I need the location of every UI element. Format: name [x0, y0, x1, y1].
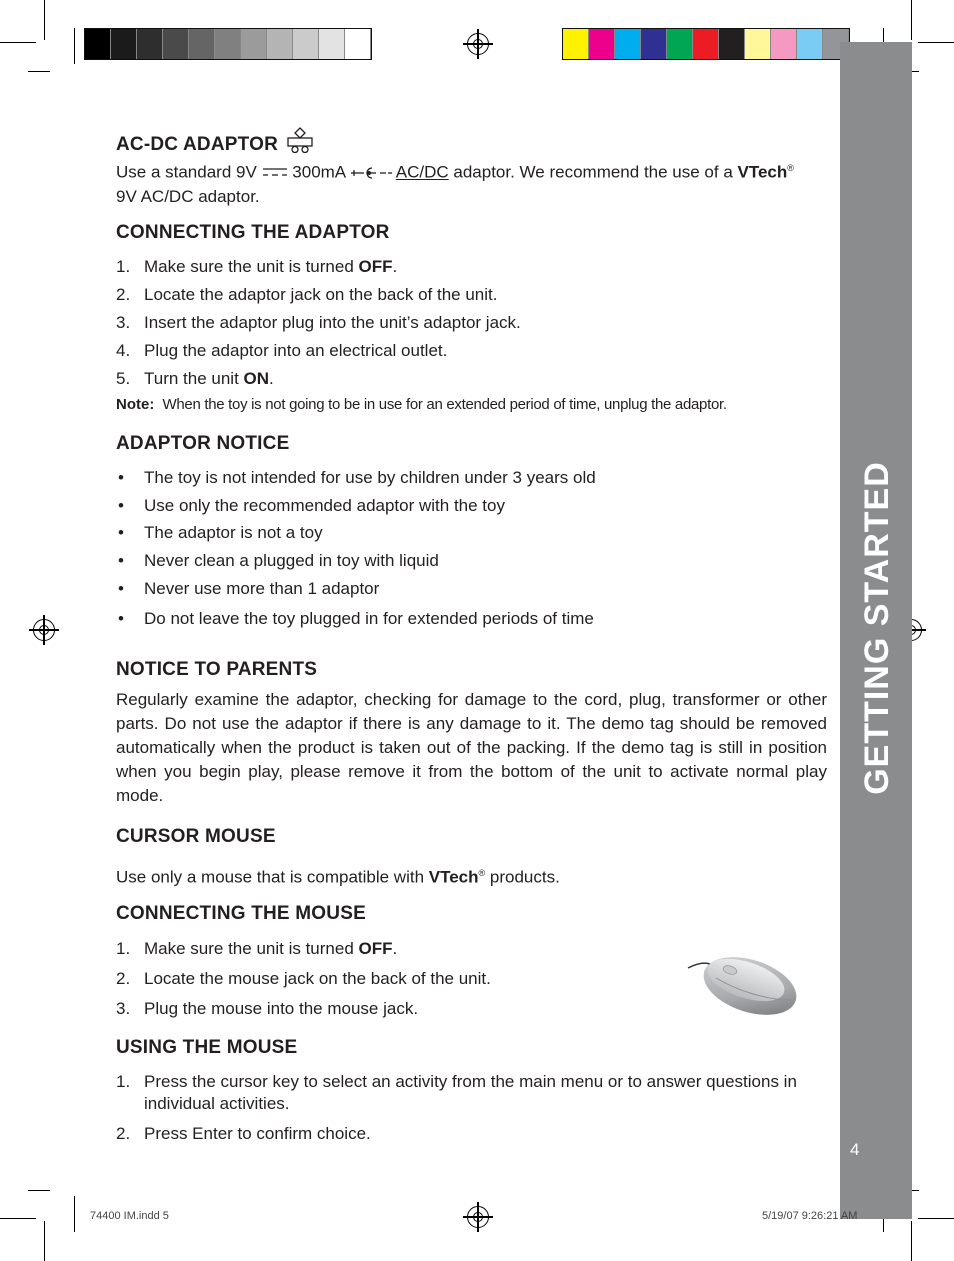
- registration-mark-icon: [467, 33, 489, 55]
- color-swatch: [163, 29, 189, 59]
- bullet-text: Use only the recommended adaptor with the toy: [144, 496, 505, 515]
- page-number: 4: [850, 1140, 860, 1159]
- color-swatch: [111, 29, 137, 59]
- list-number: 2.: [116, 1124, 131, 1143]
- bullet-icon: •: [118, 468, 124, 487]
- adaptor-notice-heading: ADAPTOR NOTICE: [116, 433, 290, 454]
- list-number: 5.: [116, 369, 131, 388]
- color-swatch: [345, 29, 371, 59]
- color-swatch: [745, 29, 771, 59]
- grayscale-bar: [84, 28, 372, 60]
- notice-parents-text: Regularly examine the adaptor, checking for damage to the cord, plug, transformer or other parts. Do not use the adaptor if there is any damage to it. The demo tag should be removed automatically when the product is taken out of the packing. If the demo tag is still in position when you begin play, please remove it from the bottom of the unit to activate normal play mode.: [116, 690, 827, 805]
- color-swatch: [797, 29, 823, 59]
- registered-mark: ®: [478, 868, 486, 878]
- list-text: Make sure the unit is turned OFF.: [144, 939, 398, 958]
- crop-mark: [911, 1221, 912, 1261]
- bullet-text: Do not leave the toy plugged in for extended periods of time: [144, 609, 594, 628]
- color-swatch: [189, 29, 215, 59]
- using-mouse-heading: USING THE MOUSE: [116, 1037, 298, 1058]
- color-swatch: [137, 29, 163, 59]
- brand-name: VTech: [737, 162, 788, 182]
- connecting-mouse-heading: CONNECTING THE MOUSE: [116, 903, 366, 924]
- bullet-text: Never use more than 1 adaptor: [144, 579, 380, 598]
- connecting-adaptor-heading: CONNECTING THE ADAPTOR: [116, 222, 390, 243]
- color-swatch: [641, 29, 667, 59]
- list-text: Locate the mouse jack on the back of the unit.: [144, 969, 491, 988]
- list-text: Make sure the unit is turned OFF.: [144, 257, 398, 276]
- list-number: 3.: [116, 999, 131, 1018]
- note: [116, 396, 727, 413]
- crop-mark: [44, 0, 45, 40]
- transformer-icon: [285, 127, 315, 153]
- list-number: 2.: [116, 285, 131, 304]
- color-swatch: [293, 29, 319, 59]
- ac-dc-underlined: AC/DC: [395, 162, 449, 182]
- list-text: Plug the mouse into the mouse jack.: [144, 999, 419, 1018]
- registered-mark: ®: [787, 163, 794, 173]
- bullet-text: Never clean a plugged in toy with liquid: [144, 551, 439, 570]
- list-text: Turn the unit ON.: [144, 369, 274, 388]
- list-text: Plug the adaptor into an electrical outlet.: [144, 341, 448, 360]
- color-swatch: [319, 29, 345, 59]
- list-number: 1.: [116, 939, 131, 958]
- list-text: Locate the adaptor jack on the back of the unit.: [144, 285, 498, 304]
- list-number: 4.: [116, 341, 131, 360]
- crop-mark: [918, 42, 954, 43]
- bullet-text: The toy is not intended for use by children under 3 years old: [144, 468, 596, 487]
- color-swatch: [667, 29, 693, 59]
- list-text: Press Enter to confirm choice.: [144, 1124, 371, 1143]
- color-bar: [562, 28, 850, 60]
- list-number: 2.: [116, 969, 131, 988]
- bullet-text: The adaptor is not a toy: [144, 523, 323, 542]
- cursor-mouse-text: Use only a mouse that is compatible with VTech® products.: [116, 867, 560, 887]
- crop-mark: [44, 1221, 45, 1261]
- color-swatch: [563, 29, 589, 59]
- list-number: 1.: [116, 1072, 131, 1091]
- color-swatch: [693, 29, 719, 59]
- color-swatch: [589, 29, 615, 59]
- color-swatch: [267, 29, 293, 59]
- crop-mark: [28, 71, 50, 72]
- list-text: Press the cursor key to select an activity from the main menu or to answer questions in individual activities.: [144, 1072, 797, 1113]
- color-swatch: [615, 29, 641, 59]
- ac-dc-heading: AC-DC ADAPTOR: [116, 127, 315, 156]
- note-label: Note:: [116, 396, 155, 413]
- color-swatch: [719, 29, 745, 59]
- color-swatch: [771, 29, 797, 59]
- color-swatch: [241, 29, 267, 59]
- registration-mark-icon: [467, 1206, 489, 1228]
- bullet-icon: •: [118, 523, 124, 542]
- ac-dc-text: Use a standard 9V 300mA AC/DC adaptor. We recommend the use of a VTech® 9V AC/DC adaptor.: [116, 162, 794, 206]
- note-text: When the toy is not going to be in use for an extended period of time, unplug the adaptor.: [162, 396, 727, 413]
- crop-mark: [0, 1218, 36, 1219]
- list-number: 1.: [116, 257, 131, 276]
- polarity-symbol-icon: [350, 166, 392, 180]
- notice-parents-heading: NOTICE TO PARENTS: [116, 659, 318, 680]
- crop-mark: [918, 1218, 954, 1219]
- bullet-icon: •: [118, 579, 124, 598]
- crop-mark: [74, 28, 75, 64]
- dc-symbol-icon: [262, 166, 288, 178]
- crop-mark: [911, 0, 912, 40]
- color-swatch: [215, 29, 241, 59]
- cursor-mouse-heading: CURSOR MOUSE: [116, 826, 276, 847]
- crop-mark: [0, 42, 36, 43]
- list-text: Insert the adaptor plug into the unit’s adaptor jack.: [144, 313, 521, 332]
- list-number: 3.: [116, 313, 131, 332]
- bullet-icon: •: [118, 609, 124, 628]
- crop-mark: [28, 1190, 50, 1191]
- color-swatch: [85, 29, 111, 59]
- mouse-image: [686, 938, 802, 1030]
- bullet-icon: •: [118, 551, 124, 570]
- crop-mark: [74, 1196, 75, 1232]
- brand-name: VTech: [428, 867, 479, 887]
- bullet-icon: •: [118, 496, 124, 515]
- footer-timestamp: 5/19/07 9:26:21 AM: [762, 1210, 858, 1222]
- footer-file-info: 74400 IM.indd 5: [90, 1210, 169, 1222]
- registration-mark-icon: [33, 619, 55, 641]
